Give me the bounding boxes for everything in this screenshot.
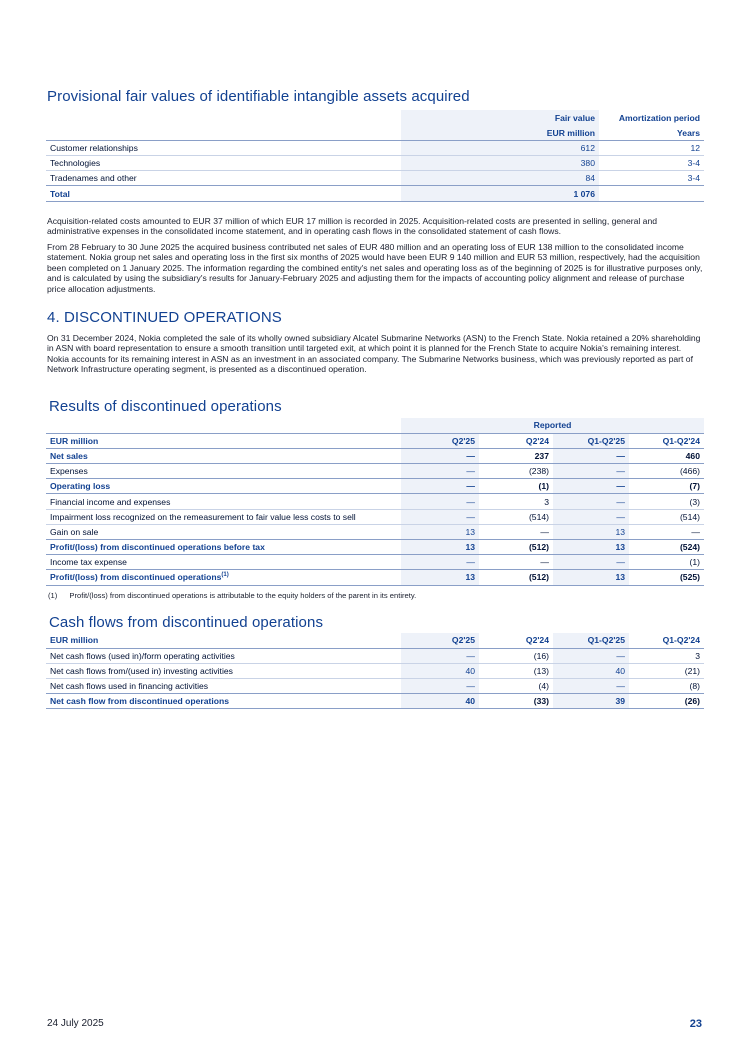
row-label <box>46 570 401 585</box>
cell: 13 <box>553 524 629 539</box>
row-label: Tradenames and other <box>46 171 401 186</box>
row-label: Net cash flows (used in)/form operating activities <box>46 648 401 663</box>
reported-header: Reported <box>401 418 704 433</box>
col-q1q2-25: Q1-Q2'25 <box>553 633 629 648</box>
row-label: Financial income and expenses <box>46 494 401 509</box>
cell: (1) <box>479 479 553 494</box>
table-row <box>46 679 704 694</box>
page-number: 23 <box>689 1018 702 1030</box>
cell: — <box>479 555 553 570</box>
cell: (514) <box>479 509 553 524</box>
row-label: Impairment loss recognized on the remeasurement to fair value less costs to sell <box>46 509 401 524</box>
total-value: 1 076 <box>401 186 599 201</box>
cashflows-table <box>46 633 704 709</box>
table-row <box>46 140 704 155</box>
total-row <box>46 186 704 201</box>
table-row <box>46 524 704 539</box>
cell: — <box>553 679 629 694</box>
col-q1q2-24: Q1-Q2'24 <box>629 433 704 448</box>
cell: 13 <box>553 540 629 555</box>
cell: (3) <box>629 494 704 509</box>
cell: — <box>401 648 479 663</box>
cell: (26) <box>629 694 704 709</box>
cell: — <box>401 464 479 479</box>
results-table <box>46 418 704 586</box>
cell: 13 <box>401 540 479 555</box>
row-label: Net sales <box>46 448 401 463</box>
table-row <box>46 555 704 570</box>
row-value: 84 <box>401 171 599 186</box>
cell: (16) <box>479 648 553 663</box>
row-label: Expenses <box>46 464 401 479</box>
cell: — <box>553 648 629 663</box>
row-label: Customer relationships <box>46 140 401 155</box>
row-period: 3-4 <box>599 156 704 171</box>
col-q1q2-25: Q1-Q2'25 <box>553 433 629 448</box>
total-row <box>46 694 704 709</box>
cell: 237 <box>479 448 553 463</box>
row-label: Net cash flows used in financing activities <box>46 679 401 694</box>
row-label: Technologies <box>46 156 401 171</box>
cell: — <box>553 479 629 494</box>
intangibles-table <box>46 110 704 202</box>
col-eur-million: EUR million <box>46 433 401 448</box>
cell: (33) <box>479 694 553 709</box>
row-value: 612 <box>401 140 599 155</box>
cell: — <box>553 555 629 570</box>
table-row <box>46 663 704 678</box>
cell: — <box>401 679 479 694</box>
cell: — <box>553 448 629 463</box>
cell: 40 <box>553 663 629 678</box>
paragraph-contribution: From 28 February to 30 June 2025 the acquired business contributed net sales of EUR 480 million and an operating loss of EUR 138 million to the consolidated income statement. Nokia group net sales and operating loss in the first six months of 2025 would have been EUR 9 140 million and EUR 53 million, respectively, had the acquisition been completed on 1 January 2025. The information regarding the combined entity's net sales and operating loss as of the beginning of 2025 is for illustrative purposes only, and is calculated by using the subsidiary's results for January-February 2025 and adjusting them for the impacts of accounting policy alignment and release of purchase price allocation adjustments. <box>47 242 703 294</box>
footer-date: 24 July 2025 <box>47 1018 104 1029</box>
cell: (514) <box>629 509 704 524</box>
cell: 13 <box>553 570 629 585</box>
cell: (7) <box>629 479 704 494</box>
cell: — <box>553 464 629 479</box>
cell: (4) <box>479 679 553 694</box>
cell: 40 <box>401 663 479 678</box>
footnote-ref: (1) <box>221 572 229 579</box>
col-q2-25: Q2'25 <box>401 633 479 648</box>
cell: (8) <box>629 679 704 694</box>
cell: — <box>629 524 704 539</box>
cell: 460 <box>629 448 704 463</box>
table-row <box>46 648 704 663</box>
table-row <box>46 156 704 171</box>
row-period: 3-4 <box>599 171 704 186</box>
cell: — <box>401 448 479 463</box>
col-amortization: Amortization period <box>618 112 700 123</box>
table-row <box>46 464 704 479</box>
cell: — <box>479 524 553 539</box>
table-row <box>46 509 704 524</box>
cell: 39 <box>553 694 629 709</box>
cell: 40 <box>401 694 479 709</box>
results-title: Results of discontinued operations <box>49 398 282 415</box>
table-row <box>46 494 704 509</box>
col-q2-24: Q2'24 <box>479 433 553 448</box>
col-fair-value: Fair value <box>401 110 599 125</box>
row-label: Net cash flows from/(used in) investing activities <box>46 663 401 678</box>
unit-amortization: Years <box>599 125 704 140</box>
row-label-text: Profit/(loss) from discontinued operations <box>50 572 222 583</box>
discontinued-heading: 4. DISCONTINUED OPERATIONS <box>47 309 282 326</box>
cell: (1) <box>629 555 704 570</box>
table-row <box>46 540 704 555</box>
discontinued-text: On 31 December 2024, Nokia completed the sale of its wholly owned subsidiary Alcatel Submarine Networks (ASN) to the French State. Nokia retained a 20% shareholding in ASN with board representation to ensure a smooth transition until targeted exit, at which point it is planned for the French State to acquire Nokia's remaining interest. Nokia accounts for its remaining interest in ASN as an investment in an associated company. The Submarine Networks business, which was previously reported as part of Network Infrastructure operating segment, is presented as a discontinued operation. <box>47 333 701 375</box>
cell: — <box>553 509 629 524</box>
cell: — <box>401 494 479 509</box>
total-label: Total <box>46 186 401 201</box>
cell: (512) <box>479 570 553 585</box>
cell: 3 <box>479 494 553 509</box>
col-q2-24: Q2'24 <box>479 633 553 648</box>
row-label: Operating loss <box>46 479 401 494</box>
paragraph-acquisition-costs: Acquisition-related costs amounted to EUR 37 million of which EUR 17 million is recorded in 2025. Acquisition-related costs are presented in selling, general and administrative expenses in the consolidated income statement, and in operating cash flows in the consolidated statement of cash flows. <box>47 216 658 237</box>
table-row <box>46 479 704 494</box>
col-q1q2-24: Q1-Q2'24 <box>629 633 704 648</box>
col-q2-25: Q2'25 <box>401 433 479 448</box>
cell: — <box>553 494 629 509</box>
cell: (13) <box>479 663 553 678</box>
cell: 13 <box>401 524 479 539</box>
table-row <box>46 448 704 463</box>
cell: — <box>401 555 479 570</box>
unit-fair-value: EUR million <box>401 125 599 140</box>
row-period: 12 <box>599 140 704 155</box>
cell: (21) <box>629 663 704 678</box>
footnote-text: Profit/(loss) from discontinued operations is attributable to the equity holders of the parent in its entirety. <box>69 591 417 600</box>
table-row <box>46 171 704 186</box>
cell: (524) <box>629 540 704 555</box>
cell: 13 <box>401 570 479 585</box>
cashflows-title: Cash flows from discontinued operations <box>49 614 324 631</box>
intangibles-title: Provisional fair values of identifiable intangible assets acquired <box>47 88 470 105</box>
cell: (525) <box>629 570 704 585</box>
cell: (238) <box>479 464 553 479</box>
cell: (512) <box>479 540 553 555</box>
row-label: Income tax expense <box>46 555 401 570</box>
cell: 3 <box>629 648 704 663</box>
cell: (466) <box>629 464 704 479</box>
row-label: Gain on sale <box>46 524 401 539</box>
row-label: Profit/(loss) from discontinued operations before tax <box>46 540 401 555</box>
total-row <box>46 570 704 585</box>
footnote-marker: (1) <box>48 591 58 600</box>
col-eur-million: EUR million <box>46 633 401 648</box>
row-label: Net cash flow from discontinued operations <box>46 694 401 709</box>
row-value: 380 <box>401 156 599 171</box>
cell: — <box>401 509 479 524</box>
cell: — <box>401 479 479 494</box>
footnote <box>48 591 416 600</box>
